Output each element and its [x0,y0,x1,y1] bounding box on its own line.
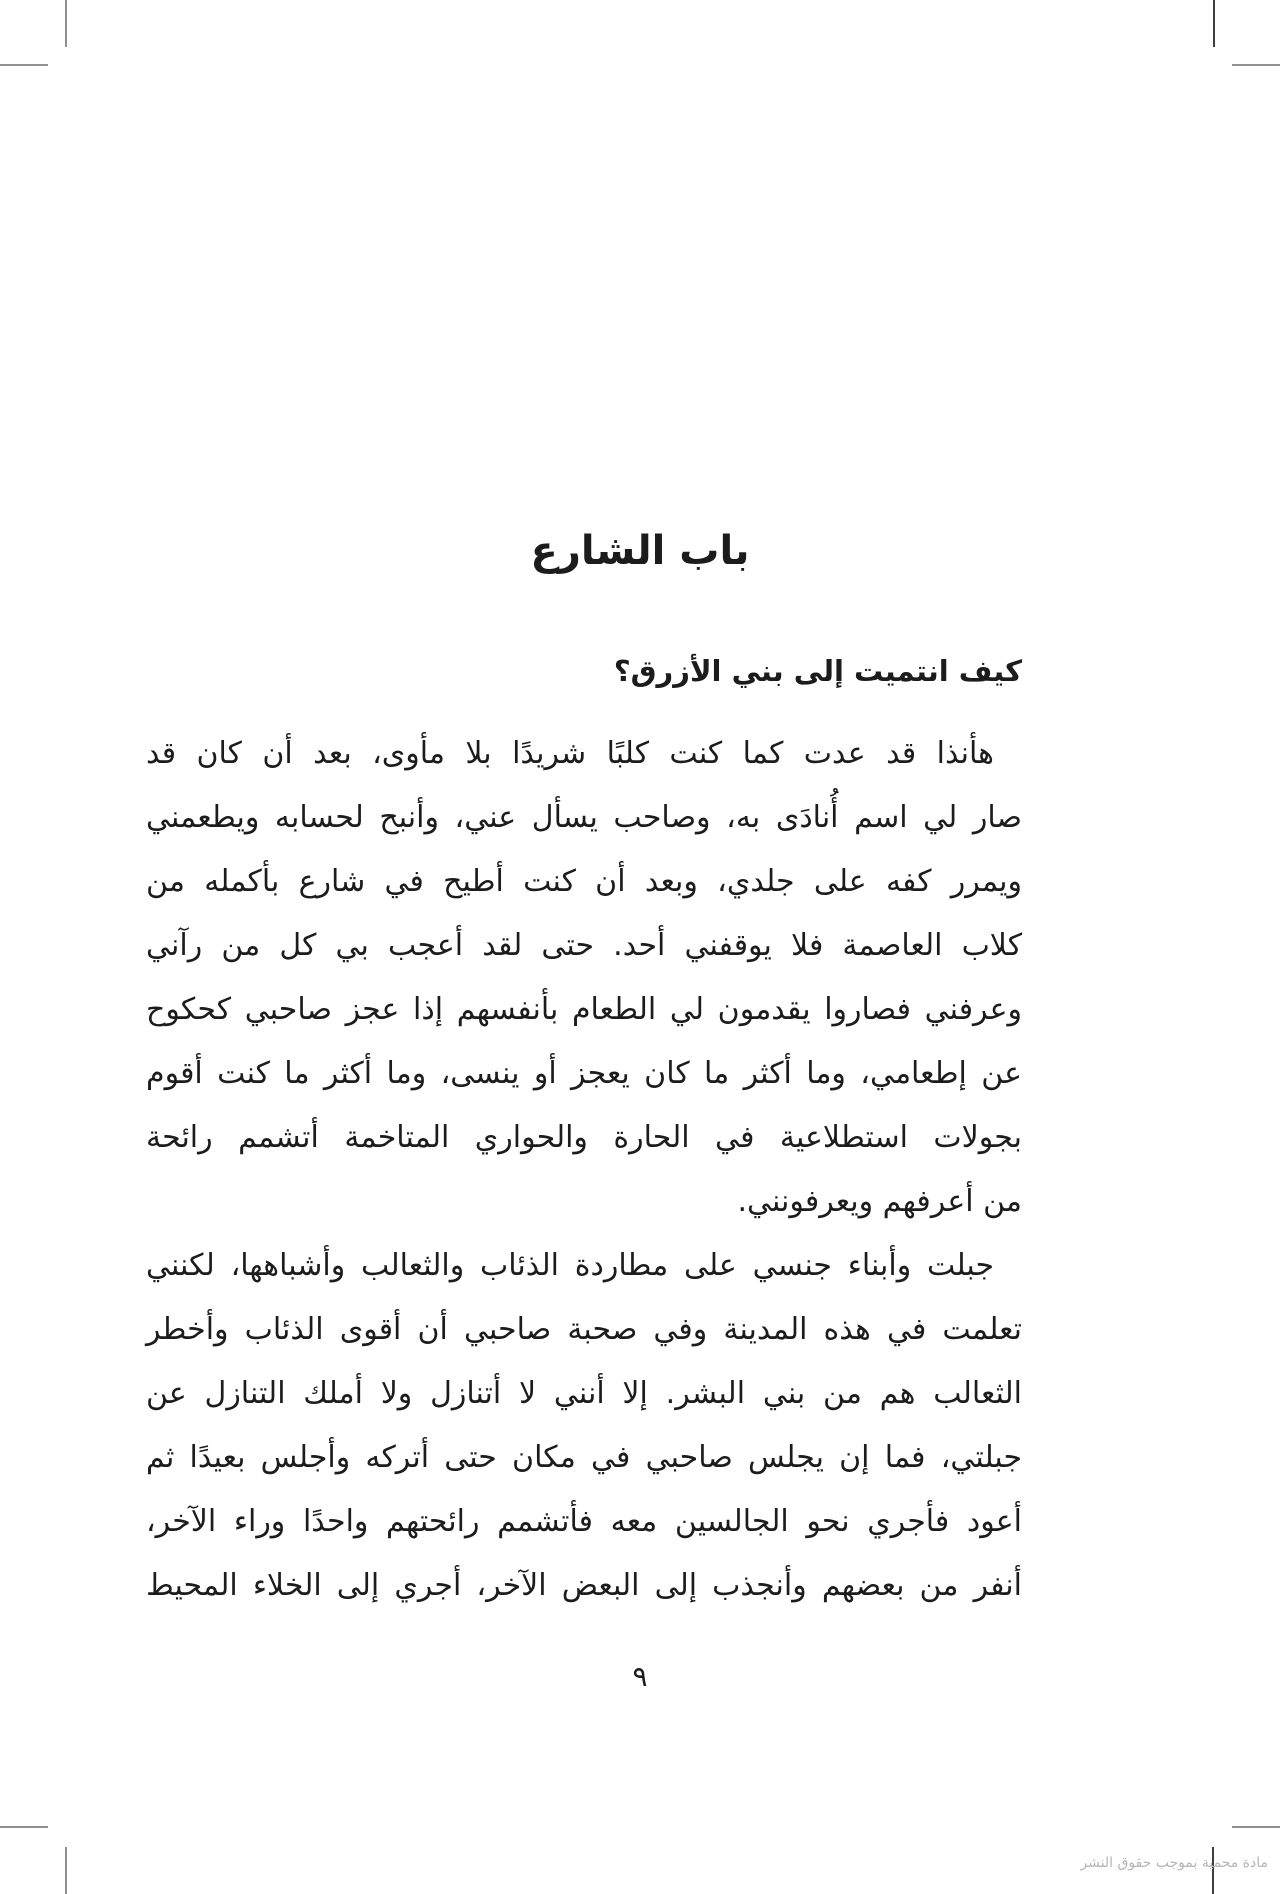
crop-mark-bottom-left-vertical [65,1847,67,1894]
body-text-line: صار لي اسم أُنادَى به، وصاحب يسأل عني، وأنبح لحسابه ويطعمني [146,800,1022,835]
crop-mark-top-right-vertical [1213,0,1215,47]
chapter-title: باب الشارع [530,528,750,574]
body-text-line: جبلتي، فما إن يجلس صاحبي في مكان حتى أتركه وأجلس بعيدًا ثم [146,1440,1022,1475]
body-text-line: أعود فأجري نحو الجالسين معه فأتشمم رائحتهم واحدًا وراء الآخر، [146,1504,1022,1539]
body-text-line: عن إطعامي، وما أكثر ما كان يعجز أو ينسى، وما أكثر ما كنت أقوم [146,1056,1022,1091]
crop-mark-top-left-horizontal [0,64,48,66]
body-text-line: ويمرر كفه على جلدي، وبعد أن كنت أطيح في شارع بأكمله من [146,864,1022,899]
crop-mark-bottom-left-horizontal [0,1826,48,1828]
crop-mark-top-left-vertical [65,0,67,47]
body-text-line: الثعالب هم من بني البشر. إلا أنني لا أتنازل ولا أملك التنازل عن [146,1376,1022,1411]
crop-mark-top-right-horizontal [1232,64,1280,66]
crop-mark-bottom-right-horizontal [1232,1826,1280,1828]
body-text-line: كلاب العاصمة فلا يوقفني أحد. حتى لقد أعجب بي كل من رآني [146,928,1022,963]
page-number: ٩ [632,1660,648,1693]
body-text-line: جبلت وأبناء جنسي على مطاردة الذئاب والثعالب وأشباهها، لكنني [146,1248,994,1283]
body-text-line: وعرفني فصاروا يقدمون لي الطعام بأنفسهم إذا عجز صاحبي كحكوح [146,992,1022,1027]
body-text-line: أنفر من بعضهم وأنجذب إلى البعض الآخر، أجري إلى الخلاء المحيط [146,1568,1022,1603]
section-heading: كيف انتميت إلى بني الأزرق؟ [613,654,1022,688]
body-text-line: هأنذا قد عدت كما كنت كلبًا شريدًا بلا مأوى، بعد أن كان قد [146,736,994,771]
body-text-line: بجولات استطلاعية في الحارة والحواري المتاخمة أتشمم رائحة [146,1120,1022,1155]
body-text [146,722,1022,1618]
body-text-line: من أعرفهم ويعرفونني. [737,1184,1022,1219]
copyright-notice: مادة محمية بموجب حقوق النشر [1080,1855,1268,1871]
book-page-text-column [146,0,1022,1894]
body-text-line: تعلمت في هذه المدينة وفي صحبة صاحبي أن أقوى الذئاب وأخطر [146,1312,1022,1347]
